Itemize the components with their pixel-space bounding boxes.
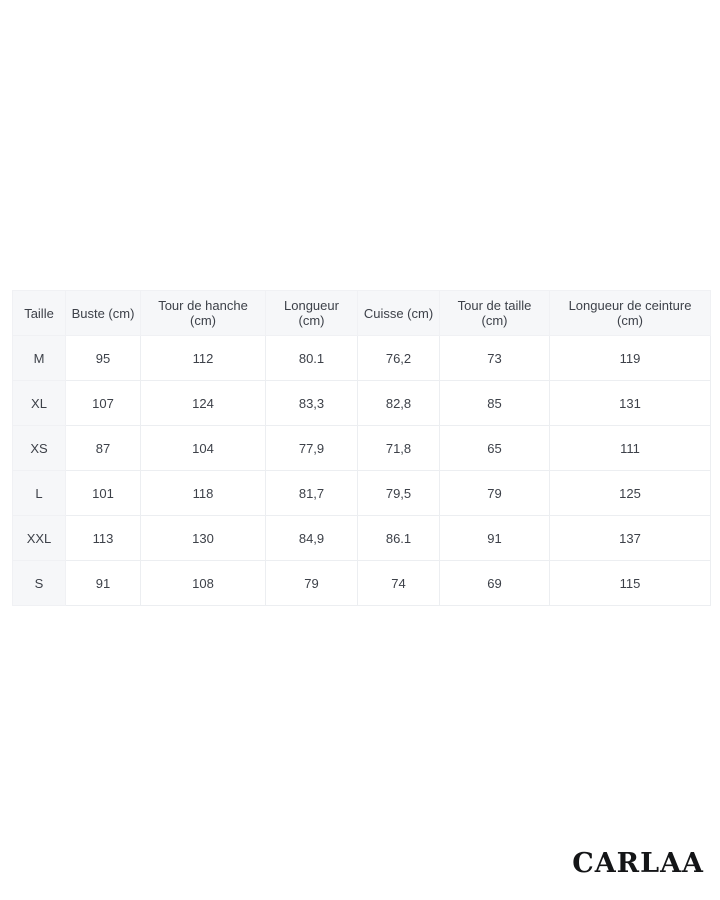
cell-longueur-de-ceinture: 115: [550, 561, 711, 606]
size-label: S: [13, 561, 66, 606]
cell-tour-de-taille: 65: [440, 426, 550, 471]
cell-longueur: 81,7: [266, 471, 358, 516]
size-label: XL: [13, 381, 66, 426]
brand-logo: CARLAA: [572, 848, 704, 879]
cell-tour-de-hanche: 108: [141, 561, 266, 606]
cell-tour-de-taille: 79: [440, 471, 550, 516]
cell-tour-de-taille: 73: [440, 336, 550, 381]
cell-longueur-de-ceinture: 111: [550, 426, 711, 471]
cell-cuisse: 82,8: [358, 381, 440, 426]
size-chart-header: [13, 291, 711, 336]
cell-tour-de-taille: 91: [440, 516, 550, 561]
cell-longueur: 83,3: [266, 381, 358, 426]
cell-tour-de-hanche: 104: [141, 426, 266, 471]
size-label: L: [13, 471, 66, 516]
column-header-buste: Buste (cm): [66, 291, 141, 336]
table-row-m: [13, 336, 711, 381]
column-header-cuisse: Cuisse (cm): [358, 291, 440, 336]
cell-longueur-de-ceinture: 137: [550, 516, 711, 561]
cell-longueur-de-ceinture: 131: [550, 381, 711, 426]
table-row-xxl: [13, 516, 711, 561]
cell-cuisse: 71,8: [358, 426, 440, 471]
cell-buste: 113: [66, 516, 141, 561]
cell-longueur: 84,9: [266, 516, 358, 561]
table-row-xs: [13, 426, 711, 471]
size-label: XS: [13, 426, 66, 471]
cell-tour-de-hanche: 130: [141, 516, 266, 561]
cell-buste: 101: [66, 471, 141, 516]
cell-cuisse: 86.1: [358, 516, 440, 561]
cell-tour-de-taille: 85: [440, 381, 550, 426]
cell-buste: 107: [66, 381, 141, 426]
cell-longueur: 77,9: [266, 426, 358, 471]
column-header-tour-de-hanche: Tour de hanche (cm): [141, 291, 266, 336]
cell-cuisse: 79,5: [358, 471, 440, 516]
size-chart-body: [13, 336, 711, 606]
cell-cuisse: 74: [358, 561, 440, 606]
cell-tour-de-taille: 69: [440, 561, 550, 606]
column-header-tour-de-taille: Tour de taille (cm): [440, 291, 550, 336]
cell-cuisse: 76,2: [358, 336, 440, 381]
cell-longueur-de-ceinture: 119: [550, 336, 711, 381]
size-label: XXL: [13, 516, 66, 561]
table-row-l: [13, 471, 711, 516]
column-header-taille: Taille: [13, 291, 66, 336]
table-row-s: [13, 561, 711, 606]
table-row-xl: [13, 381, 711, 426]
cell-longueur: 80.1: [266, 336, 358, 381]
cell-tour-de-hanche: 124: [141, 381, 266, 426]
cell-tour-de-hanche: 112: [141, 336, 266, 381]
cell-longueur: 79: [266, 561, 358, 606]
cell-longueur-de-ceinture: 125: [550, 471, 711, 516]
cell-buste: 95: [66, 336, 141, 381]
column-header-longueur-de-ceinture: Longueur de ceinture (cm): [550, 291, 711, 336]
size-chart-table: [12, 290, 711, 606]
cell-buste: 91: [66, 561, 141, 606]
cell-tour-de-hanche: 118: [141, 471, 266, 516]
header-row: [13, 291, 711, 336]
size-label: M: [13, 336, 66, 381]
column-header-longueur: Longueur (cm): [266, 291, 358, 336]
cell-buste: 87: [66, 426, 141, 471]
